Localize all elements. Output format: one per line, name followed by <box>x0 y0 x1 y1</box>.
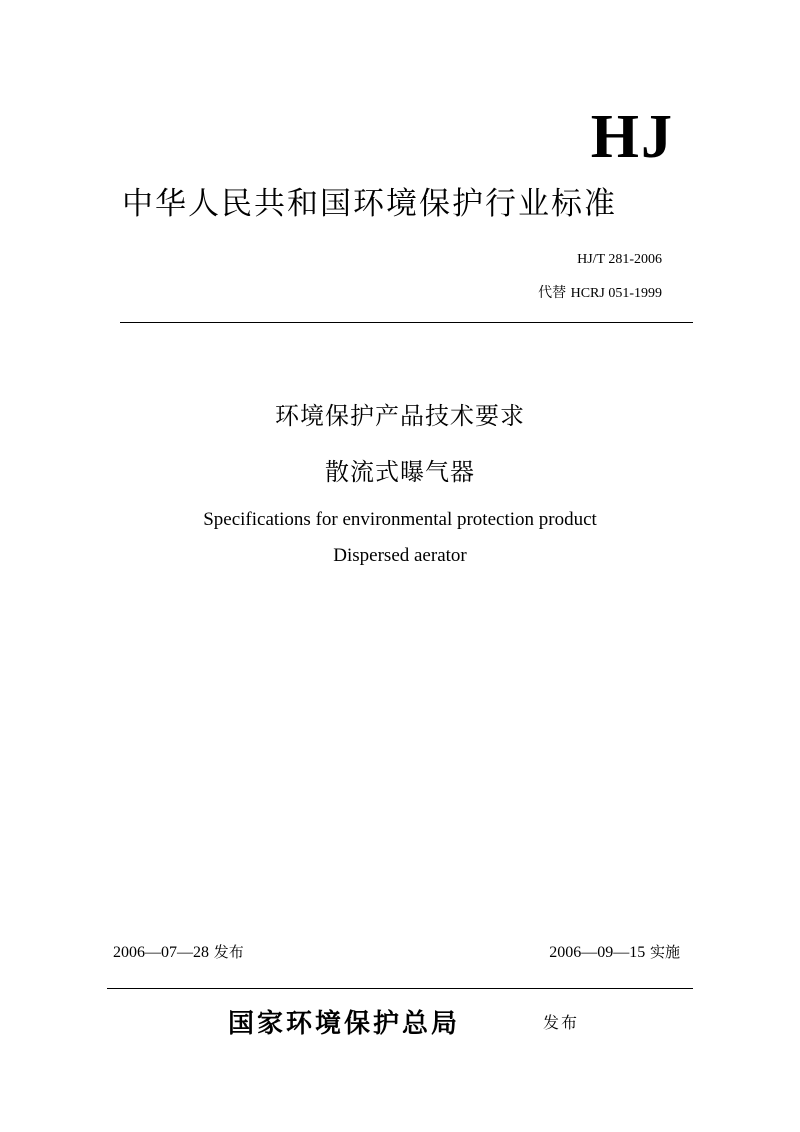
standard-mark: HJ <box>590 103 674 171</box>
document-title-cn-line1: 环境保护产品技术要求 <box>275 402 525 430</box>
document-title-cn-line2: 散流式曝气器 <box>325 458 475 486</box>
document-title-en-line2: Dispersed aerator <box>333 545 467 566</box>
standard-number: HJ/T 281-2006 <box>577 252 662 267</box>
issue-date-label: 发布 <box>213 943 244 961</box>
issue-date <box>113 941 244 962</box>
issuing-action: 发布 <box>543 1013 580 1032</box>
implementation-date <box>549 941 680 962</box>
replaces-standard <box>538 282 662 302</box>
issue-date-value: 2006—07—28 <box>113 944 209 961</box>
issuing-authority: 国家环境保护总局 <box>228 1009 461 1039</box>
replaces-code: HCRJ 051-1999 <box>570 286 662 301</box>
replaces-prefix: 代替 <box>538 285 567 301</box>
document-title-en-line1: Specifications for environmental protection product <box>203 509 597 530</box>
implementation-date-value: 2006—09—15 <box>549 944 646 961</box>
implementation-date-label: 实施 <box>649 943 680 961</box>
bottom-divider <box>107 988 693 989</box>
top-divider <box>120 322 693 323</box>
standard-category-title: 中华人民共和国环境保护行业标准 <box>122 186 617 222</box>
